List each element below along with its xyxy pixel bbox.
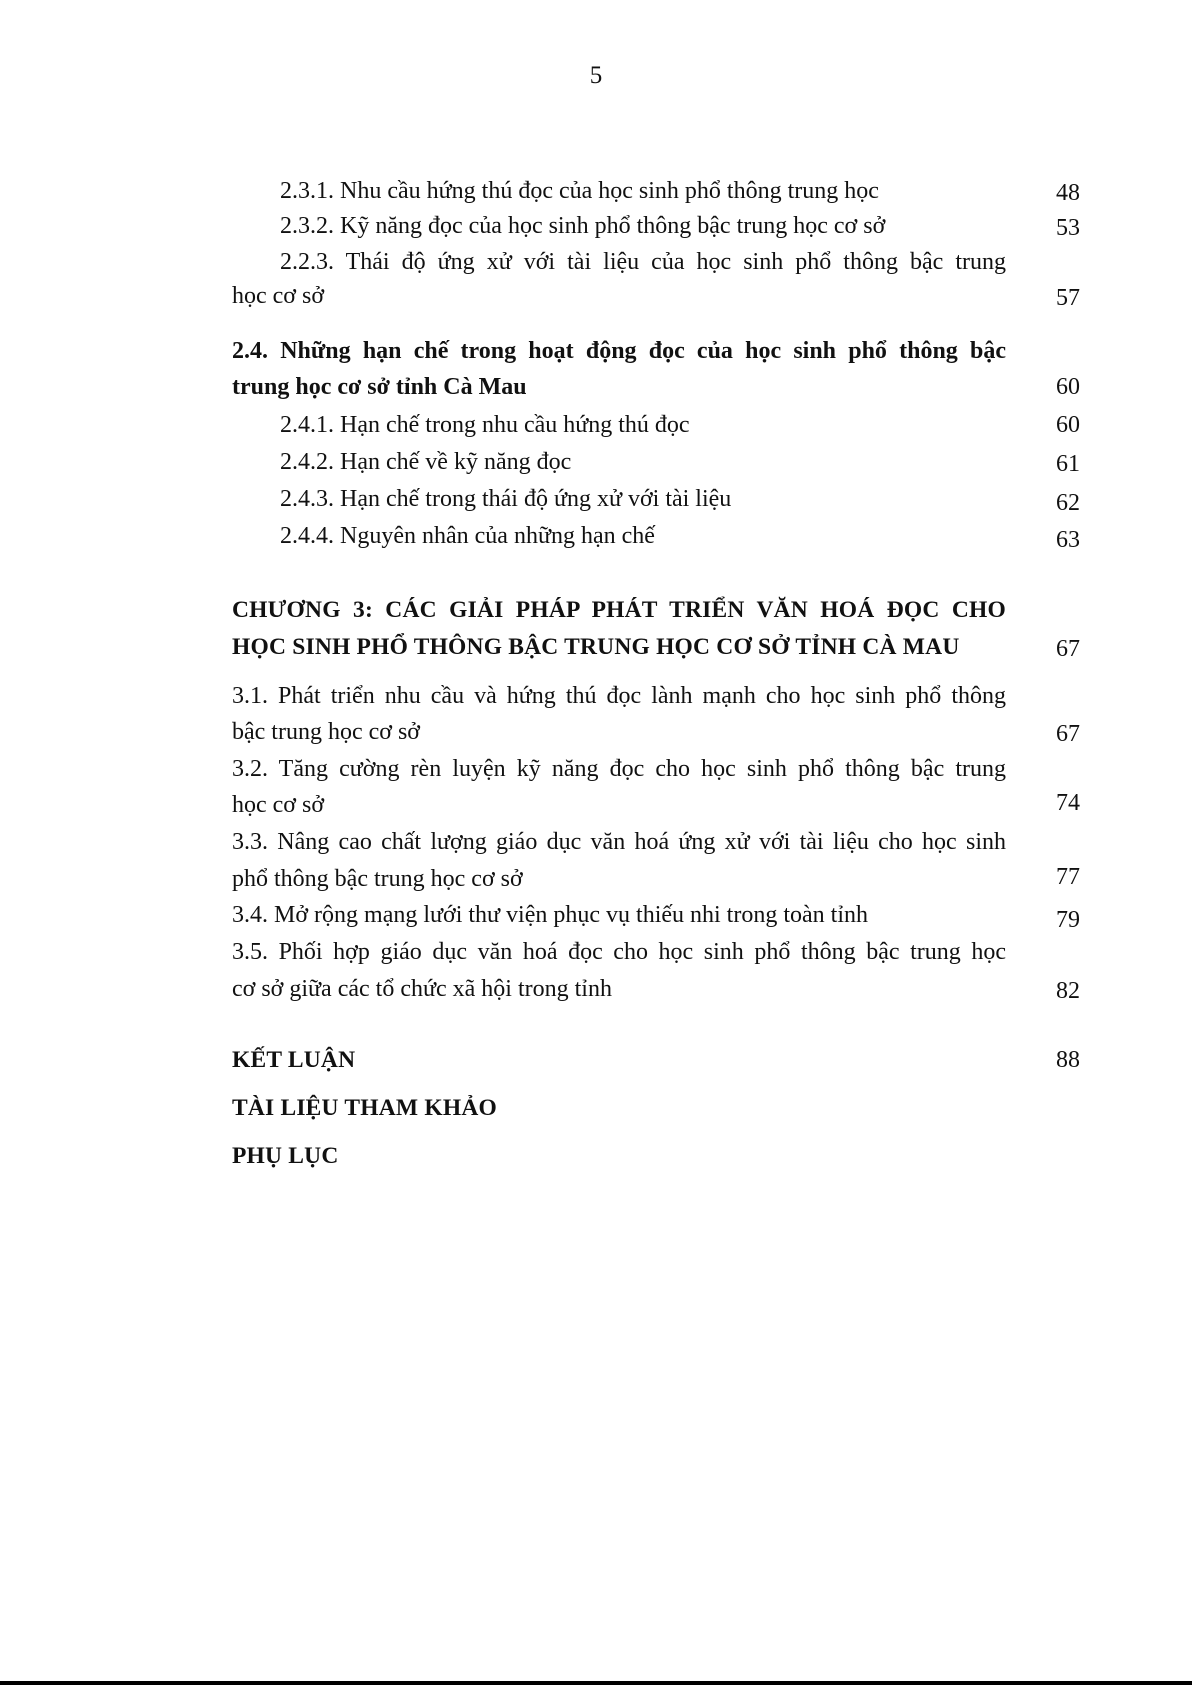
toc-entry-3-4: 3.4. Mở rộng mạng lưới thư viện phục vụ thiếu nhi trong toàn tỉnh (232, 902, 868, 928)
toc-entry-2-3-1: 2.3.1. Nhu cầu hứng thú đọc của học sinh phổ thông trung học (280, 178, 879, 204)
toc-page-3-2: 74 (1056, 790, 1080, 816)
toc-page-3-3: 77 (1056, 864, 1080, 890)
toc-page-2-3-2: 53 (1056, 215, 1080, 241)
toc-conclusion: KẾT LUẬN (232, 1047, 356, 1073)
toc-section-2-4-line-2: trung học cơ sở tỉnh Cà Mau (232, 374, 527, 400)
toc-entry-2-4-4: 2.4.4. Nguyên nhân của những hạn chế (280, 523, 655, 549)
toc-page-2-4-3: 62 (1056, 490, 1080, 516)
toc-page-3-5: 82 (1056, 978, 1080, 1004)
toc-entry-2-4-3: 2.4.3. Hạn chế trong thái độ ứng xử với tài liệu (280, 486, 732, 512)
toc-entry-3-3-line-2: phổ thông bậc trung học cơ sở (232, 866, 523, 892)
toc-page-3-1: 67 (1056, 721, 1080, 747)
toc-page-2-3-1: 48 (1056, 180, 1080, 206)
toc-page-2-4-1: 60 (1056, 412, 1080, 438)
toc-entry-2-3-2: 2.3.2. Kỹ năng đọc của học sinh phổ thông bậc trung học cơ sở (280, 213, 886, 239)
toc-appendix: PHỤ LỤC (232, 1143, 339, 1169)
toc-entry-2-2-3-line-2: học cơ sở (232, 283, 325, 309)
page-bottom-border (0, 1681, 1192, 1685)
toc-page-2-4-2: 61 (1056, 451, 1080, 477)
toc-entry-2-2-3-line-1: 2.2.3. Thái độ ứng xử với tài liệu của học sinh phổ thông bậc trung (280, 249, 1006, 275)
toc-page-conclusion: 88 (1056, 1047, 1080, 1073)
toc-page-chapter-3: 67 (1056, 636, 1080, 662)
toc-section-2-4-line-1: 2.4. Những hạn chế trong hoạt động đọc của học sinh phổ thông bậc (232, 338, 1006, 364)
toc-entry-3-5-line-1: 3.5. Phối hợp giáo dục văn hoá đọc cho học sinh phổ thông bậc trung học (232, 939, 1006, 965)
toc-entry-3-1-line-2: bậc trung học cơ sở (232, 719, 420, 745)
toc-entry-3-3-line-1: 3.3. Nâng cao chất lượng giáo dục văn hoá ứng xử với tài liệu cho học sinh (232, 829, 1006, 855)
toc-chapter-3-line-2: HỌC SINH PHỔ THÔNG BẬC TRUNG HỌC CƠ SỞ TỈNH CÀ MAU (232, 634, 960, 660)
toc-entry-3-1-line-1: 3.1. Phát triển nhu cầu và hứng thú đọc lành mạnh cho học sinh phổ thông (232, 683, 1006, 709)
toc-page-3-4: 79 (1056, 907, 1080, 933)
toc-entry-2-4-2: 2.4.2. Hạn chế về kỹ năng đọc (280, 449, 572, 475)
toc-entry-2-4-1: 2.4.1. Hạn chế trong nhu cầu hứng thú đọc (280, 412, 690, 438)
toc-chapter-3-line-1: CHƯƠNG 3: CÁC GIẢI PHÁP PHÁT TRIỂN VĂN HOÁ ĐỌC CHO (232, 597, 1006, 623)
page-number: 5 (589, 62, 603, 89)
toc-entry-3-2-line-2: học cơ sở (232, 792, 325, 818)
toc-page-2-4: 60 (1056, 374, 1080, 400)
toc-references: TÀI LIỆU THAM KHẢO (232, 1095, 497, 1121)
toc-page-2-2-3: 57 (1056, 285, 1080, 311)
toc-page-2-4-4: 63 (1056, 527, 1080, 553)
toc-entry-3-2-line-1: 3.2. Tăng cường rèn luyện kỹ năng đọc cho học sinh phổ thông bậc trung (232, 756, 1006, 782)
toc-entry-3-5-line-2: cơ sở giữa các tổ chức xã hội trong tỉnh (232, 976, 612, 1002)
